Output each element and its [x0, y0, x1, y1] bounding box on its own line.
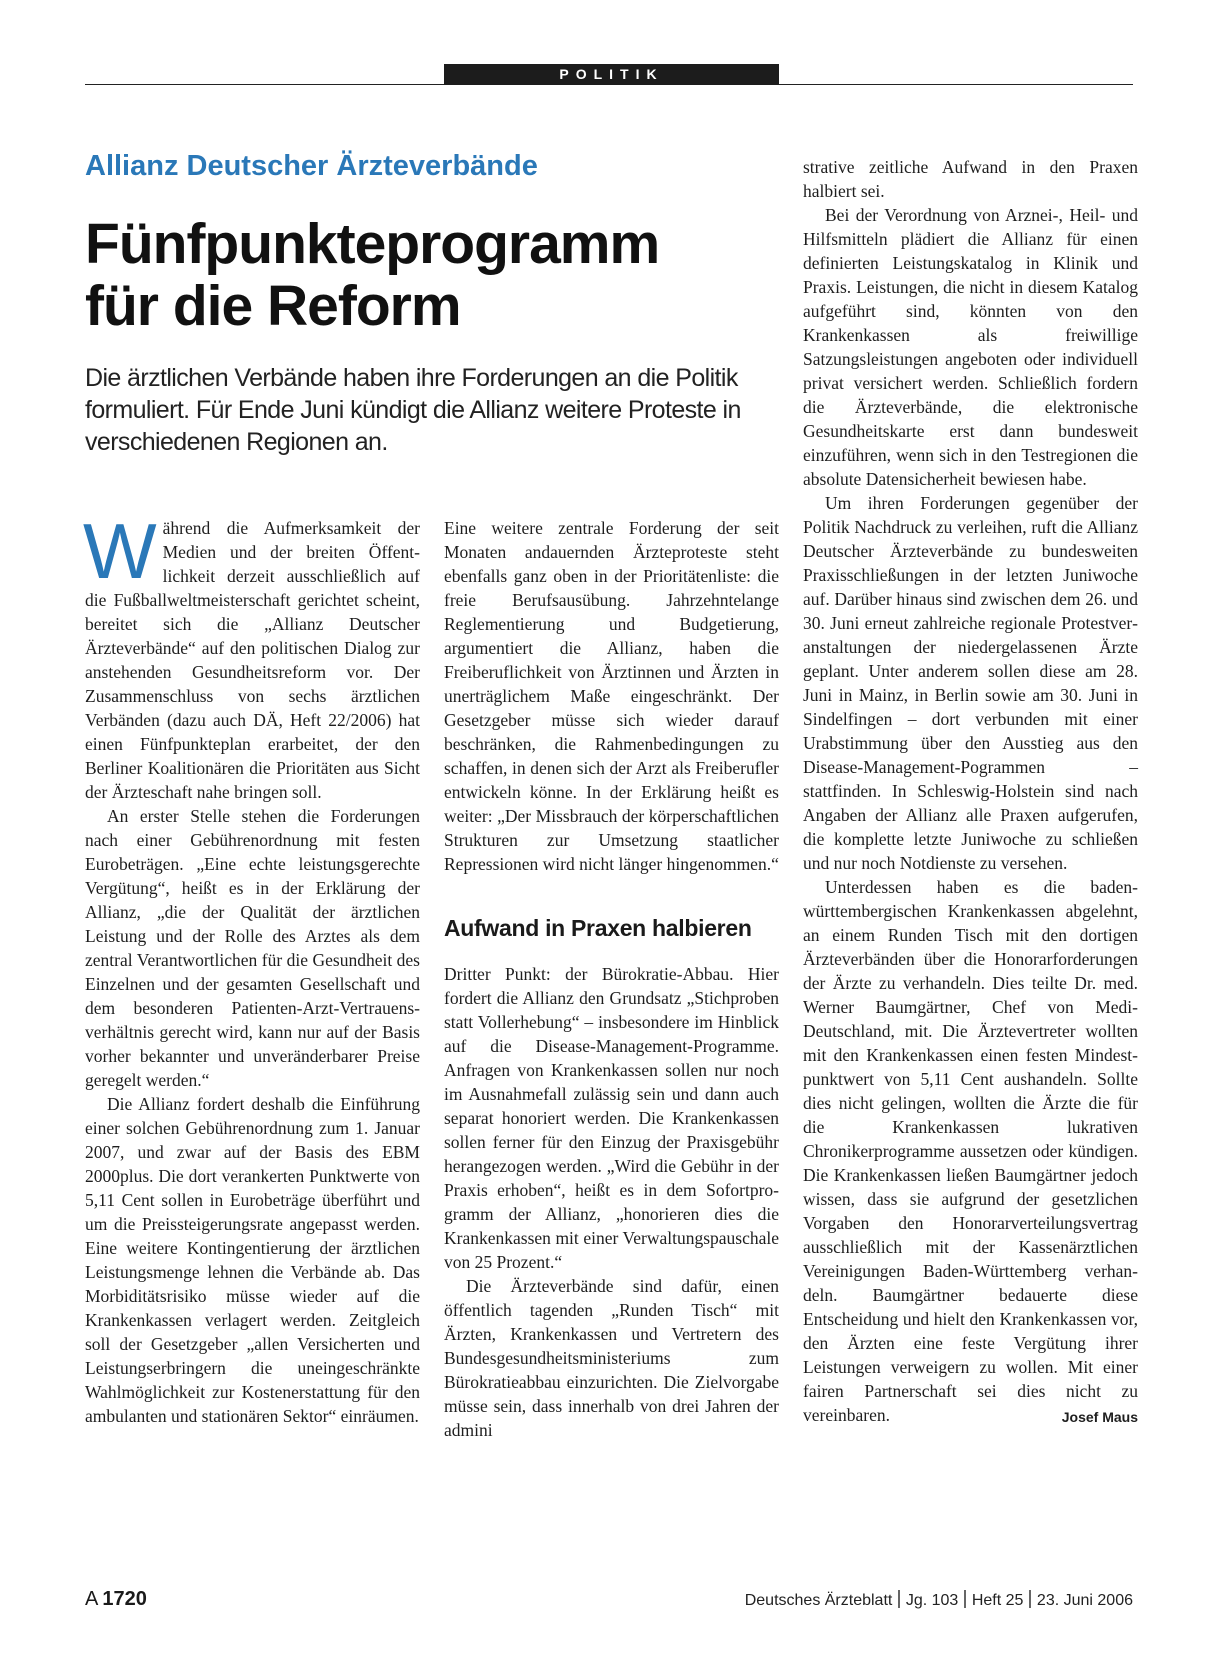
paragraph-4: Eine weitere zentrale Forderung der seit Monaten andauernden Ärzteproteste steht ebenfalls ganz oben in der Prioritätenliste: die freie Berufsausübung. Jahrzehntelange Reglementierung und Budgetierung, argumentiert die Allianz, haben die Freiberuflichkeit von Ärztinnen und Ärzten in unerträglichem Maße eingeschränkt. Der Gesetzgeber müsse sich wieder darauf beschränken, die Rahmenbedingungen zu schaffen, in denen sich der Arzt als Freiberufler entwickeln könne. In der Erklärung heißt es weiter: „Der Missbrauch der körperschaftlichen Strukturen zur Umsetzung staatlicher Repressionen wird nicht länger hingenommen.“: [444, 518, 779, 874]
article-kicker: Allianz Deutscher Ärzteverbände: [85, 150, 538, 182]
page-number: [85, 1588, 147, 1611]
column-3: [803, 155, 1138, 1429]
section-label: POLITIK: [444, 64, 779, 85]
paragraph-2: An erster Stelle stehen die Forderungen nach einer Gebührenordnung mit festen Eurobeträgen. „Eine echte leistungsgerechte Vergütung“, heißt es in der Erklärung der Allianz, „die der Qualität der ärztlichen Leistung und der Rolle des Arztes als dem zentral Verantwortlichen für die Gesundheit des Einzelnen und der gesamten Gesellschaft und dem besonderen Patienten-Arzt-Vertrauensverhältnis gerecht wird, kann nur auf der Basis vorher bekannter und unveränderbarer Preise geregelt werden.“: [85, 806, 420, 1090]
page-prefix: A: [85, 1588, 99, 1610]
headline-line-1: Fünfpunkteprogramm: [85, 212, 660, 276]
footer-separator: [964, 1590, 966, 1608]
footer-separator: [898, 1590, 900, 1608]
section-subheading: Aufwand in Praxen halbieren: [444, 915, 752, 941]
paragraph-10-text: Unterdessen haben es die baden-württembergischen Krankenkassen abgelehnt, an einem Runden Tisch mit den dortigen Ärzteverbänden über die Honorarforderungen der Ärzte zu verhandeln. Dies teilte Dr. med. Werner Baumgärtner, Chef von Medi-Deutschland, mit. Die Ärztevertreter wollten mit den Krankenkassen einen festen Mindestpunktwert von 5,11 Cent aushandeln. Sollte dies nicht gelingen, wollten die Ärzte die für die Krankenkassen lukrativen Chronikerprogramme aussetzen oder kündigen. Die Krankenkassen ließen Baumgärtner jedoch wissen, dass sie aufgrund der gesetzlichen Vorgaben den Honorarverteilungsvertrag ausschließlich mit der Kassenärztlichen Vereinigungen Baden-Württemberg verhandeln. Baumgärtner bedauerte diese Entscheidung und hielt den Krankenkassen vor, den Ärzten eine feste Vergütung ihrer Leistungen verweigern zu wollen. Mit einer fairen Partnerschaft sei dies nicht zu vereinbaren.: [803, 877, 1138, 1425]
paragraph-6: Die Ärzteverbände sind dafür, einen öffentlich tagenden „Runden Tisch“ mit Ärzten, Krankenkassen und Vertretern des Bundesgesundheitsministeriums zum Bürokratieabbau einzurichten. Die Zielvorgabe müsse sein, dass innerhalb von drei Jahren der admini: [444, 1276, 779, 1440]
paragraph-5: Dritter Punkt: der Bürokratie-Abbau. Hier fordert die Allianz den Grundsatz „Stichproben statt Vollerhebung“ – insbesondere im Hinblick auf die Disease-Management-Programme. Anfragen von Krankenkassen sollen nur noch im Ausnahmefall zulässig sein und dann auch separat honoriert werden. Die Krankenkassen sollen ferner für den Einzug der Praxisgebühr herangezogen werden. „Wird die Gebühr in der Praxis erhoben“, heißt es in dem Sofortprogramm der Allianz, „honorieren dies die Krankenkassen mit einer Verwaltungspauschale von 25 Prozent.“: [444, 964, 779, 1272]
journal-name: Deutsches Ärzteblatt: [744, 1592, 893, 1609]
paragraph-7: strative zeitliche Aufwand in den Praxen halbiert sei.: [803, 157, 1138, 201]
column-2: [444, 516, 779, 1442]
column-1: [83, 507, 420, 1428]
article-lead: Die ärztlichen Verbände haben ihre Forderungen an die Politik formuliert. Für Ende Juni kündigt die Allianz weitere Proteste in verschiedenen Regionen an.: [85, 364, 741, 456]
paragraph-10: [803, 875, 1138, 1427]
journal-date: 23. Juni 2006: [1036, 1592, 1133, 1609]
footer-info: [745, 1590, 1133, 1610]
paragraph-9: Um ihren Forderungen gegenüber der Politik Nachdruck zu verleihen, ruft die Allianz Deutscher Ärzteverbände zu bundesweiten Praxisschließungen in der letzten Juniwoche auf. Darüber hinaus sind zwischen dem 26. und 30. Juni erneut zahlreiche regionale Protestveranstaltungen der niedergelassenen Ärzte geplant. Unter anderem sollen diese am 28. Juni in Mainz, in Berlin sowie am 30. Juni in Sindelfingen – dort verbunden mit einer Urabstimmung über den Ausstieg aus den Disease-Management-Pogrammen – stattfinden. In Schleswig-Holstein sind nach Angaben der Allianz alle Praxen aufgerufen, die komplette letzte Juniwoche zu schließen und nur noch Notdienste zu versehen.: [803, 493, 1138, 873]
dropcap: W: [83, 507, 157, 595]
author-name: Josef Maus: [1061, 1409, 1138, 1425]
paragraph-3: Die Allianz fordert deshalb die Einführung einer solchen Gebührenordnung zum 1. Januar 2007, und zwar auf der Basis des EBM 2000plus. Die dort verankerten Punktwerte von 5,11 Cent sollen in Eurobeträge überführt und um die Preissteigerungsrate angepasst werden. Eine weitere Kontingentierung der ärztlichen Leistungsmenge lehnen die Verbände ab. Das Morbiditätsrisiko müsse wieder auf die Krankenkassen verlagert werden. Zeitgleich soll der Gesetzgeber „allen Versicherten und Leistungserbringern die uneingeschränkte Wahlmöglichkeit zur Kostenerstattung für den ambulanten und stationären Sektor“ einräumen.: [85, 1094, 420, 1426]
paragraph-8: Bei der Verordnung von Arznei-, Heil- und Hilfsmitteln plädiert die Allianz für einen definierten Leistungskatalog in Klinik und Praxis. Leistungen, die nicht in diesem Katalog aufgeführt sind, könnten von den Krankenkassen als freiwillige Satzungsleistungen angeboten oder individuell privat versichert werden. Schließlich fordern die Ärzteverbände, die elektronische Gesundheitskarte erst dann bundesweit einzuführen, wenn sich in den Testregionen die absolute Datensicherheit bewiesen habe.: [803, 205, 1138, 489]
paragraph-1-text: ährend die Aufmerksamkeit der Medien und der breiten Öffentlichkeit derzeit ausschließlich auf die Fußballweltmeisterschaft gerichtet scheint, bereitet sich die „Allianz Deutscher Ärzteverbände“ auf den politischen Dialog zur anstehenden Gesundheitsreform vor. Der Zusammenschluss von sechs ärztlichen Verbänden (dazu auch DÄ, Heft 22/2006) hat einen Fünfpunkteplan erarbeitet, der den Berliner Koalitionären die Prioritäten aus Sicht der Ärzteschaft nahe bringen soll.: [85, 518, 420, 802]
footer-separator: [1029, 1590, 1031, 1608]
journal-volume: Jg. 103: [905, 1592, 959, 1609]
headline-line-2: für die Reform: [85, 274, 461, 338]
page-number-value: 1720: [102, 1588, 147, 1610]
article-headline: [85, 213, 785, 337]
paragraph-1: [83, 507, 420, 804]
journal-issue: Heft 25: [971, 1592, 1024, 1609]
